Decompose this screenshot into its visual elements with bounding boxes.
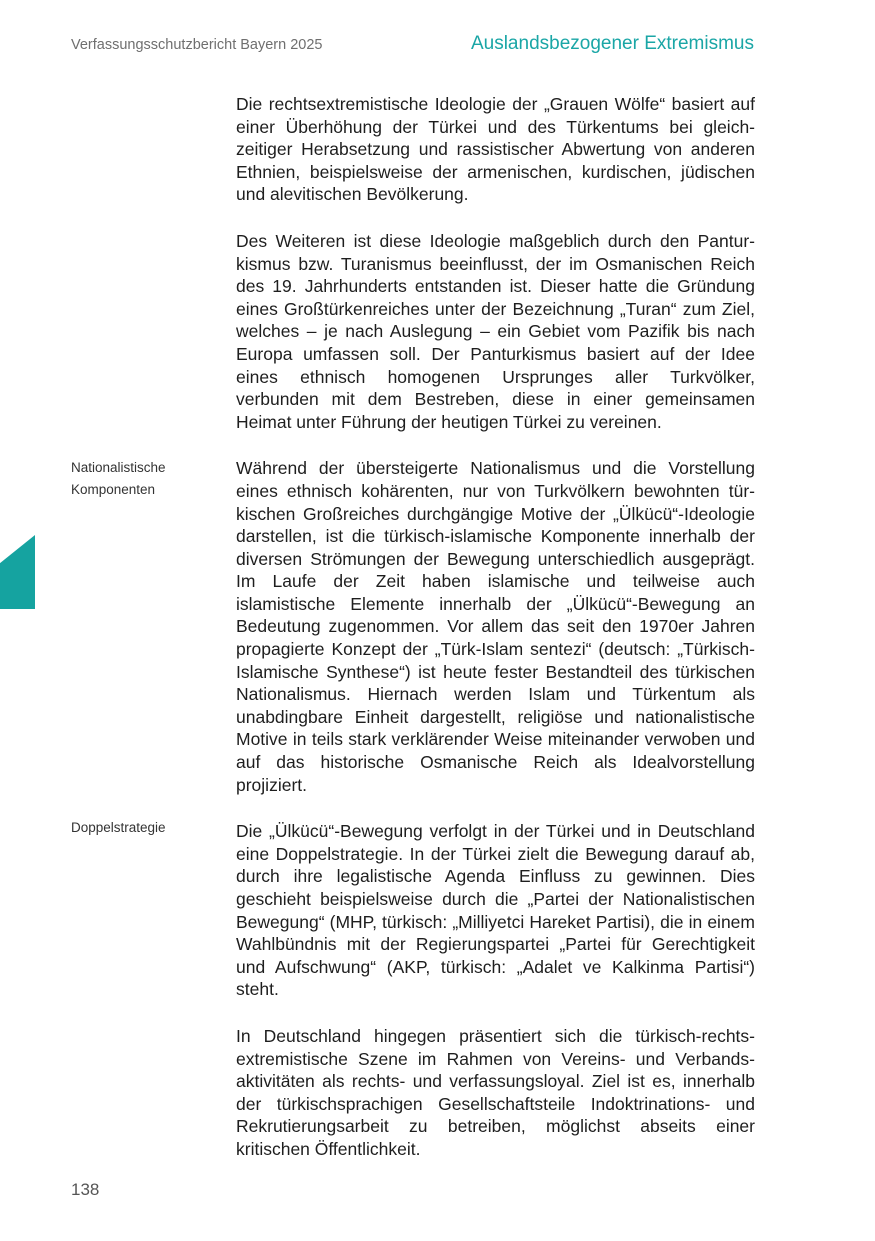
paragraph: In Deutschland hingegen präsentiert sich die türkisch-rechtsextremistische Szene im Rahmen von Vereins- und Verbandsaktivitäten als rechts- und verfassungsloyal. Ziel ist es, innerhalb der türkischsprachigen Gesellschaftsteile Indoktrinations- und Rekrutierungsarbeit zu betreiben, möglichst abseits einer kritischen Öffentlichkeit. (236, 1025, 755, 1159)
margin-note-doppelstrategie: Doppelstrategie (71, 820, 166, 835)
margin-note-line: Komponenten (71, 482, 156, 497)
body-text (236, 93, 755, 1185)
paragraph: Die rechtsextremistische Ideologie der „Grauen Wölfe“ basiert auf einer Überhöhung der Türkei und des Türkentums bei gleichzeitiger Herabsetzung und rassistischer Abwertung von anderen Ethnien, beispielsweise der armenischen, kurdischen, jüdischen und alevitischen Bevölkerung. (236, 94, 755, 205)
running-header-publication: Verfassungsschutzbericht Bayern 2025 (71, 37, 323, 53)
paragraph: Während der übersteigerte Nationalismus und die Vorstellung eines ethnisch kohärenten, nur von Turkvölkern bewohnten türkischen Großreiches durchgängige Motive der „Ülkücü“-Ideologie darstellen, ist die türkisch-islamische Komponente innerhalb der diversen Strömungen der Bewegung unterschiedlich ausgeprägt. Im Laufe der Zeit haben islamische und teilweise auch islamistische Elemente innerhalb der „Ülkücü“-Bewegung an Bedeutung zugenommen. Vor allem das seit den 1970er Jahren propagierte Konzept der „Türk-Islam sentezi“ (deutsch: „Türkisch-Islamische Synthese“) ist heute fester Bestandteil des türkischen Nationalismus. Hiernach werden Islam und Türkentum als unabdingbare Einheit dargestellt, religiöse und nationalistische Motive in teils stark verklärender Weise miteinander verwoben und auf das historische Osmanische Reich als Idealvorstellung projiziert. (236, 458, 755, 795)
paragraph: Die „Ülkücü“-Bewegung verfolgt in der Türkei und in Deutschland eine Doppelstrategie. In der Türkei zielt die Bewegung darauf ab, durch ihre legalistische Agenda Einfluss zu gewinnen. Dies geschieht beispielsweise durch die „Partei der Nationalistischen Bewegung“ (MHP, türkisch: „Milliyetci Hareket Partisi), die in einem Wahlbündnis mit der Regierungspartei „Partei für Gerechtigkeit und Aufschwung“ (AKP, türkisch: „Adalet ve Kalkinma Partisi“) steht. (236, 821, 755, 1000)
running-header-chapter: Auslandsbezogener Extremismus (470, 33, 754, 54)
margin-note-line: Nationalistische (71, 460, 166, 475)
paragraph: Des Weiteren ist diese Ideologie maßgeblich durch den Panturkismus bzw. Turanismus beeinflusst, der im Osmanischen Reich des 19. Jahrhunderts entstanden ist. Dieser hatte die Gründung eines Großtürkenreiches unter der Bezeichnung „Turan“ zum Ziel, welches – je nach Auslegung – ein Gebiet vom Pazifik bis nach Europa umfassen soll. Der Panturkismus basiert auf der Idee eines ethnisch homogenen Ursprunges aller Turkvölker, verbunden mit dem Bestreben, diese in einer gemeinsamen Heimat unter Führung der heutigen Türkei zu vereinen. (236, 230, 755, 432)
chapter-tab-marker (0, 535, 35, 609)
margin-note-nationalistische-komponenten (71, 457, 221, 501)
page-number: 138 (71, 1180, 100, 1199)
